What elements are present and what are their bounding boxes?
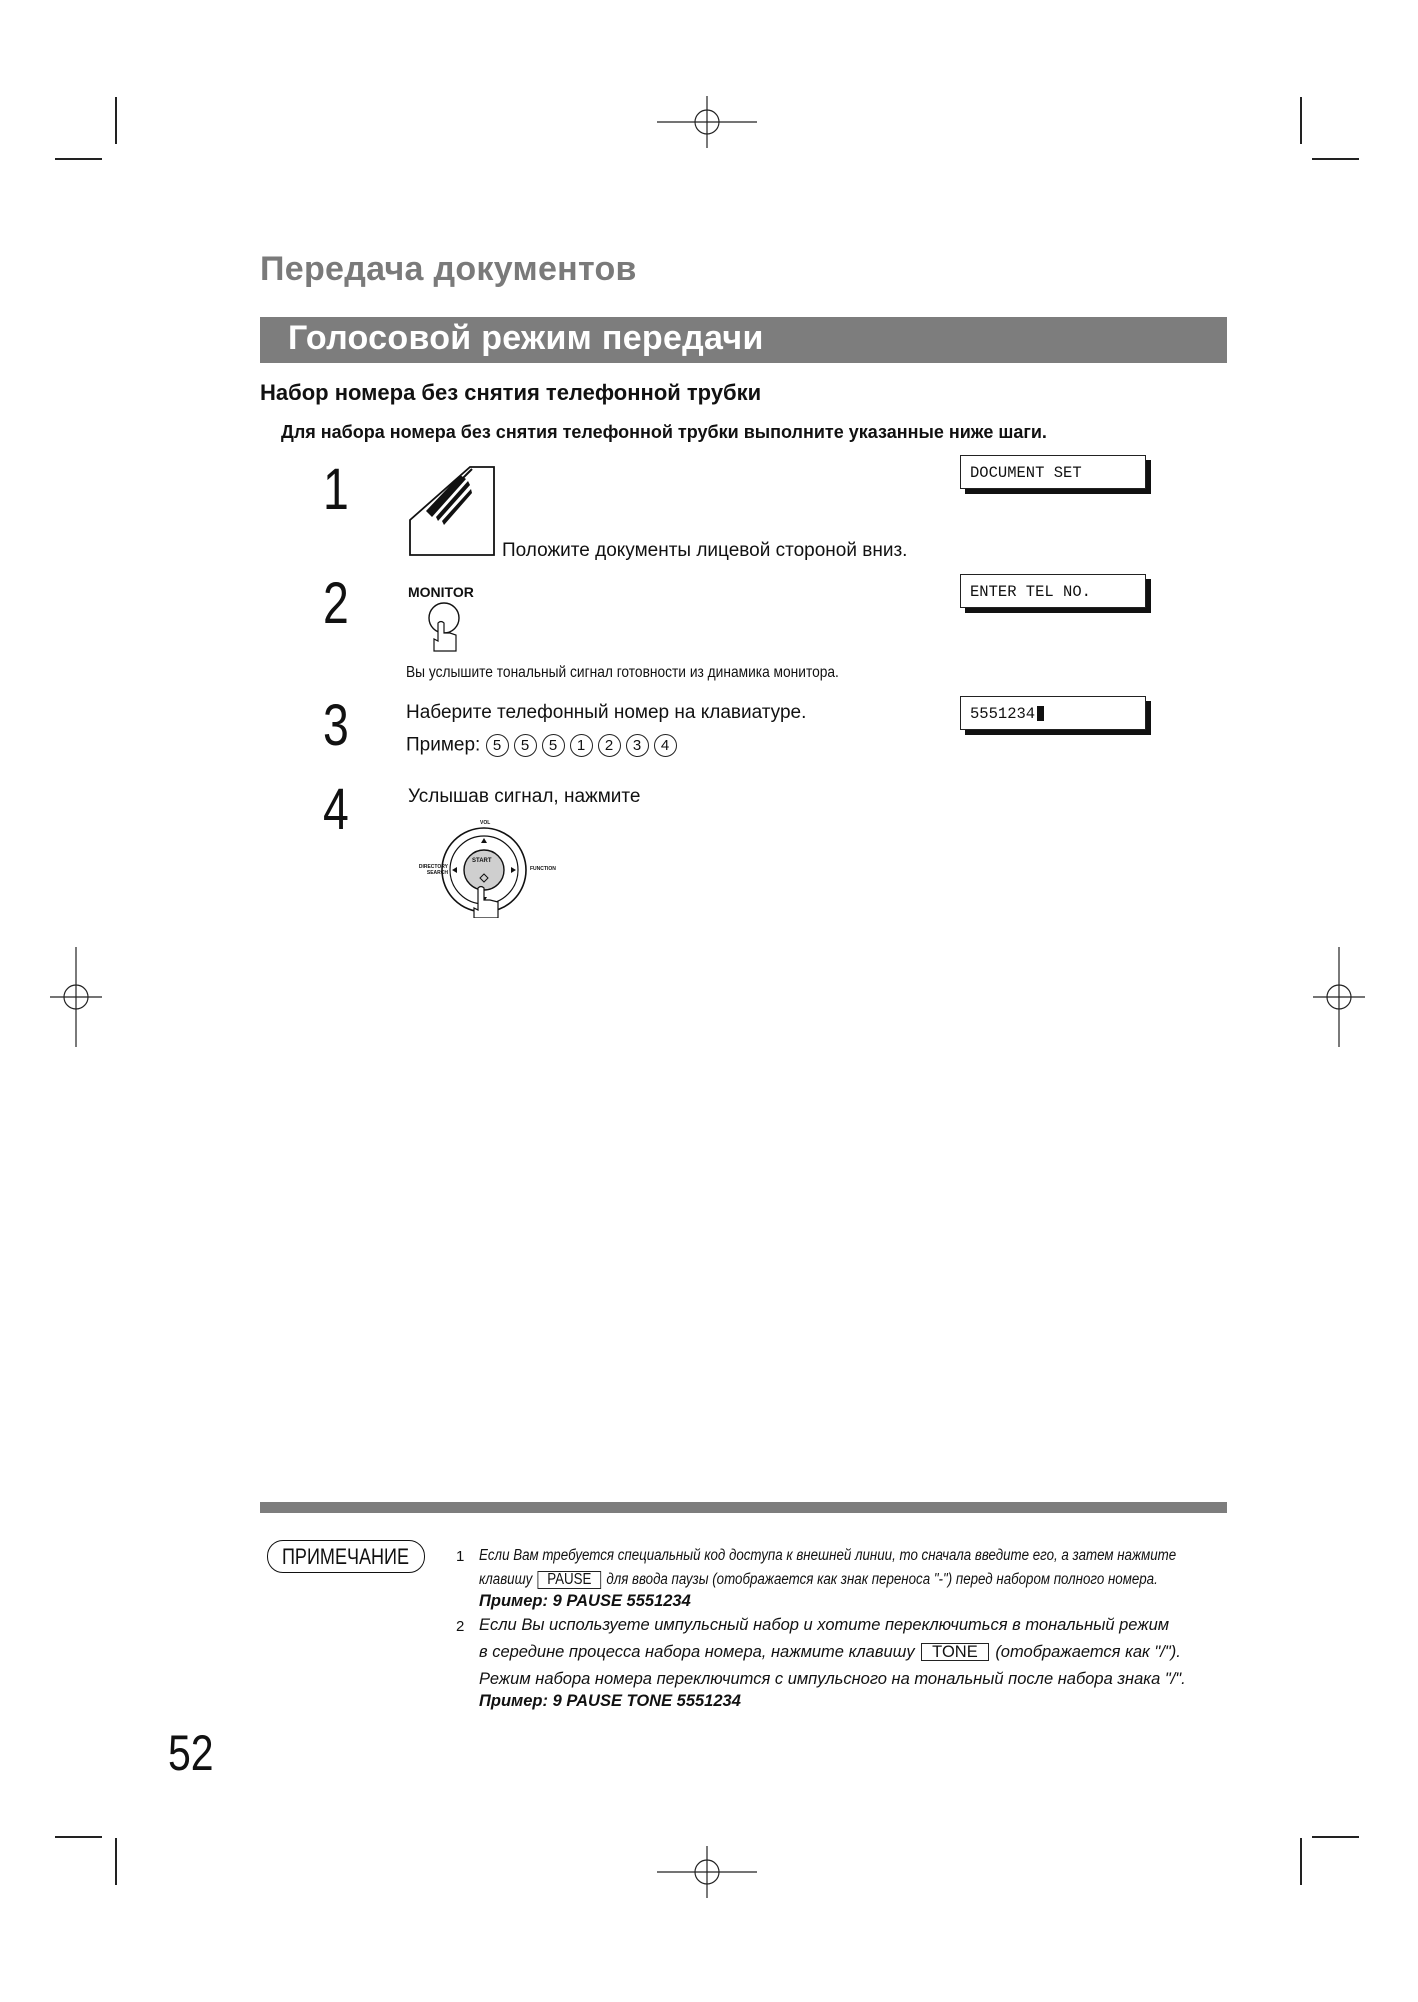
start-label: START [472, 858, 492, 864]
title-banner [260, 317, 1227, 363]
example-label: Пример: [406, 734, 481, 756]
note-1-line-1: Если Вам требуется специальный код доступа к внешней линии, то сначала введите его, а затем нажмите [479, 1547, 1177, 1564]
step-3-example [406, 734, 682, 757]
monitor-button-label: MONITOR [408, 584, 474, 600]
lcd-display-step-3 [960, 696, 1146, 730]
step-number-4: 4 [323, 777, 349, 842]
digit-key: 3 [626, 734, 649, 757]
note-2-number: 2 [456, 1618, 465, 1635]
step-number-1: 1 [323, 457, 349, 522]
pause-key: PAUSE [538, 1571, 601, 1589]
note-1-line-2-post: для ввода паузы (отображается как знак переноса "-") перед набором полного номера. [606, 1571, 1158, 1588]
note-badge-label: ПРИМЕЧАНИЕ [282, 1544, 410, 1569]
registration-mark-right [1313, 947, 1365, 1047]
monitor-button-press-icon [424, 601, 464, 653]
note-2-line-2 [479, 1643, 1181, 1662]
note-2-line-2-post: (отображается как "/"). [995, 1643, 1181, 1661]
step-number-2: 2 [323, 571, 349, 636]
tone-key: TONE [921, 1643, 989, 1661]
note-1-number: 1 [456, 1548, 465, 1565]
control-panel-illustration [404, 818, 564, 918]
step-1-text: Положите документы лицевой стороной вниз. [502, 540, 908, 561]
note-1-example: Пример: 9 PAUSE 5551234 [479, 1592, 691, 1610]
step-4-text: Услышав сигнал, нажмите [408, 786, 641, 807]
note-2-line-1: Если Вы используете импульсный набор и хотите переключиться в тональный режим [479, 1616, 1170, 1634]
registration-mark-bottom [657, 1846, 757, 1898]
page-number: 52 [168, 1725, 214, 1781]
document-icon [408, 465, 496, 557]
digit-key: 5 [514, 734, 537, 757]
lcd-display-step-2: ENTER TEL NO. [960, 574, 1146, 608]
note-2-line-2-pre: в середине процесса набора номера, нажмите клавишу [479, 1643, 915, 1661]
volume-label: VOL [480, 820, 491, 826]
section-title: Передача документов [260, 250, 637, 288]
note-2-example: Пример: 9 PAUSE TONE 5551234 [479, 1692, 741, 1710]
step-3-text: Наберите телефонный номер на клавиатуре. [406, 702, 807, 723]
subsection-title: Набор номера без снятия телефонной трубки [260, 380, 762, 405]
digit-key: 1 [570, 734, 593, 757]
function-label: FUNCTION [530, 866, 556, 872]
registration-mark-top [657, 96, 757, 148]
directory-search-label: DIRECTORY SEARCH [418, 864, 448, 876]
lcd-display-step-1: DOCUMENT SET [960, 455, 1146, 489]
separator-bar [260, 1502, 1227, 1513]
cursor-block [1037, 706, 1044, 721]
digit-key: 5 [542, 734, 565, 757]
digit-key: 5 [486, 734, 509, 757]
note-1-line-2-pre: клавишу [479, 1571, 533, 1588]
note-badge [267, 1540, 425, 1573]
intro-text: Для набора номера без снятия телефонной трубки выполните указанные ниже шаги. [281, 422, 1047, 442]
note-2-line-3: Режим набора номера переключится с импульсного на тональный после набора знака "/". [479, 1670, 1186, 1688]
digit-key: 2 [598, 734, 621, 757]
registration-mark-left [50, 947, 102, 1047]
digit-key: 4 [654, 734, 677, 757]
banner-title: Голосовой режим передачи [288, 319, 764, 357]
step-number-3: 3 [323, 693, 349, 758]
lcd-number: 5551234 [970, 705, 1036, 723]
step-2-text: Вы услышите тональный сигнал готовности из динамика монитора. [406, 664, 839, 681]
note-1-line-2 [479, 1571, 1158, 1589]
